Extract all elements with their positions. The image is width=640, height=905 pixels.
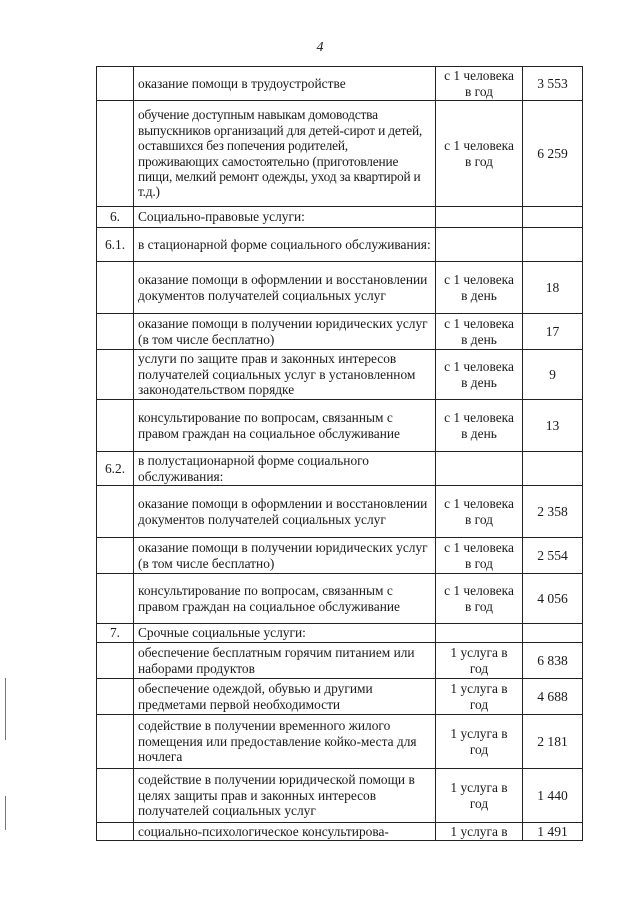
service-unit: 1 услуга в год [436, 679, 523, 715]
table-row [97, 624, 583, 643]
table-row [97, 228, 583, 262]
service-unit: с 1 человека в год [436, 574, 523, 624]
service-value [523, 228, 583, 262]
table-row [97, 452, 583, 486]
service-value [523, 624, 583, 643]
table-row [97, 643, 583, 679]
row-number [97, 350, 134, 400]
service-unit [436, 452, 523, 486]
service-description: социально-психологическое консультирова- [134, 823, 436, 841]
row-number [97, 400, 134, 452]
row-number [97, 101, 134, 207]
service-unit: с 1 человека в год [436, 538, 523, 574]
service-value: 13 [523, 400, 583, 452]
service-value: 3 553 [523, 67, 583, 101]
table-row [97, 400, 583, 452]
page-number: 4 [316, 40, 324, 55]
service-unit: с 1 человека в день [436, 314, 523, 350]
table-row [97, 314, 583, 350]
table-row [97, 486, 583, 538]
section-heading: Срочные социальные услуги: [134, 624, 436, 643]
service-description: консультирование по вопросам, связанным с правом граждан на социальное обслуживание [134, 574, 436, 624]
service-description: обеспечение одеждой, обувью и другими предметами первой необходимости [134, 679, 436, 715]
service-unit [436, 624, 523, 643]
service-unit: с 1 человека в год [436, 67, 523, 101]
subsection-heading: в стационарной форме социального обслуживания: [134, 228, 436, 262]
service-value: 17 [523, 314, 583, 350]
row-number [97, 679, 134, 715]
service-unit: с 1 человека в день [436, 262, 523, 314]
service-description: содействие в получении временного жилого помещения или предоставление койко-места для ночлега [134, 715, 436, 769]
table-row [97, 101, 583, 207]
service-description: оказание помощи в оформлении и восстановлении документов получателей социальных услуг [134, 486, 436, 538]
service-unit: 1 услуга в год [436, 769, 523, 823]
service-unit [436, 207, 523, 228]
row-number [97, 715, 134, 769]
table-row [97, 679, 583, 715]
service-value: 18 [523, 262, 583, 314]
service-value: 2 554 [523, 538, 583, 574]
row-number [97, 643, 134, 679]
service-unit: с 1 человека в день [436, 350, 523, 400]
service-description: оказание помощи в получении юридических услуг (в том числе бесплатно) [134, 538, 436, 574]
service-description: обеспечение бесплатным горячим питанием или наборами продуктов [134, 643, 436, 679]
row-number [97, 262, 134, 314]
service-description: обучение доступным навыкам домоводства выпускников организаций для детей-сирот и детей, оставшихся без попечения родителей, проживающих самостоятельно (приготовление пищи, мелкий ремонт одежды, уход за квартирой и т.д.) [134, 101, 436, 207]
service-value: 1 491 [523, 823, 583, 841]
table-row [97, 350, 583, 400]
service-unit: 1 услуга в [436, 823, 523, 841]
service-description: оказание помощи в трудоустройстве [134, 67, 436, 101]
service-value [523, 452, 583, 486]
row-number [97, 823, 134, 841]
service-unit: 1 услуга в год [436, 643, 523, 679]
table-row [97, 538, 583, 574]
service-value: 6 259 [523, 101, 583, 207]
row-number [97, 486, 134, 538]
table-row [97, 574, 583, 624]
service-unit: 1 услуга в год [436, 715, 523, 769]
service-unit: с 1 человека в год [436, 101, 523, 207]
table-row [97, 823, 583, 841]
service-unit [436, 228, 523, 262]
service-description: консультирование по вопросам, связанным с правом граждан на социальное обслуживание [134, 400, 436, 452]
service-value: 2 358 [523, 486, 583, 538]
table-row [97, 715, 583, 769]
row-number [97, 314, 134, 350]
table-row [97, 207, 583, 228]
service-description: оказание помощи в оформлении и восстановлении документов получателей социальных услуг [134, 262, 436, 314]
section-heading: Социально-правовые услуги: [134, 207, 436, 228]
row-number [97, 538, 134, 574]
table-row [97, 769, 583, 823]
row-number [97, 574, 134, 624]
row-number [97, 769, 134, 823]
service-value: 2 181 [523, 715, 583, 769]
subsection-heading: в полустационарной форме социального обслуживания: [134, 452, 436, 486]
row-number: 6. [97, 207, 134, 228]
service-value: 6 838 [523, 643, 583, 679]
service-value: 4 688 [523, 679, 583, 715]
service-unit: с 1 человека в день [436, 400, 523, 452]
margin-scan-mark [5, 796, 6, 830]
service-value: 9 [523, 350, 583, 400]
row-number [97, 67, 134, 101]
service-value: 4 056 [523, 574, 583, 624]
service-unit: с 1 человека в год [436, 486, 523, 538]
service-description: содействие в получении юридической помощи в целях защиты прав и законных интересов получателей социальных услуг [134, 769, 436, 823]
tariff-table [96, 66, 583, 841]
service-value: 1 440 [523, 769, 583, 823]
table-row [97, 67, 583, 101]
service-description: услуги по защите прав и законных интересов получателей социальных услуг в установленном законодательством порядке [134, 350, 436, 400]
row-number: 6.2. [97, 452, 134, 486]
margin-scan-mark [5, 678, 6, 740]
row-number: 6.1. [97, 228, 134, 262]
row-number: 7. [97, 624, 134, 643]
service-value [523, 207, 583, 228]
service-description: оказание помощи в получении юридических услуг (в том числе бесплатно) [134, 314, 436, 350]
table-row [97, 262, 583, 314]
